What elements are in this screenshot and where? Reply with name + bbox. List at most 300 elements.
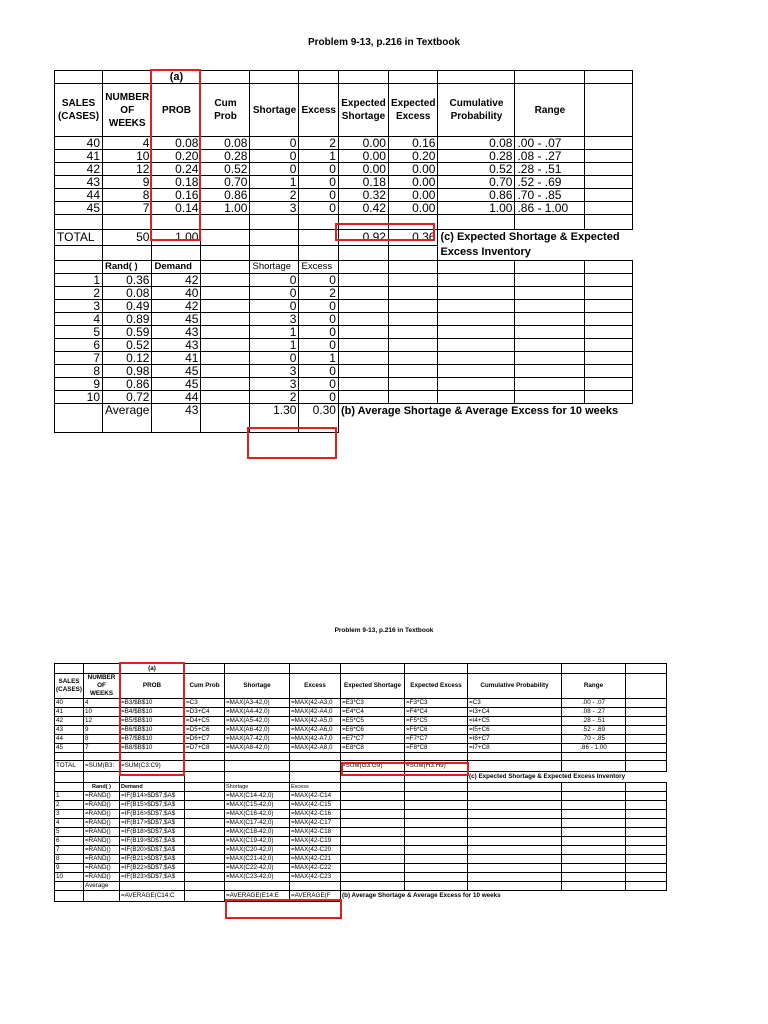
bottom-dist-cell: 41: [55, 708, 84, 717]
bottom-dist-cell: =F3*C3: [405, 699, 468, 708]
sim-row: [55, 352, 633, 365]
dist-cell: 0.00: [388, 202, 437, 215]
bottom-sim-cell: =MAX(C17-42,0): [225, 819, 290, 828]
bottom-sim-cell: =MAX(C16-42,0): [225, 810, 290, 819]
bottom-header-cumulative-probability: Cumulative Probability: [468, 674, 562, 699]
bottom-sim-cell: =IF(B17>$D$7,$A$: [120, 819, 185, 828]
average-demand: 43: [152, 404, 201, 433]
bottom-sim-header-excess: Excess: [290, 783, 341, 792]
bottom-sim-cell: =RAND(): [84, 792, 120, 801]
bottom-dist-cell: =MAX(42-A5,0: [290, 717, 341, 726]
bottom-sim-row: [55, 810, 667, 819]
bottom-sim-cell: =RAND(): [84, 846, 120, 855]
bottom-dist-cell: 44: [55, 735, 84, 744]
dist-cell: .52 - .69: [515, 176, 585, 189]
bottom-total-label: TOTAL: [55, 761, 84, 772]
dist-row: [55, 176, 633, 189]
dist-cell: 42: [55, 163, 103, 176]
sim-cell: 1: [250, 326, 299, 339]
bottom-sim-cell: =IF(B14>$D$7,$A$: [120, 792, 185, 801]
dist-cell: 0.00: [388, 163, 437, 176]
sim-cell: 0: [299, 274, 338, 287]
sim-cell: 45: [152, 365, 201, 378]
sim-cell: 0.86: [103, 378, 152, 391]
bottom-dist-cell: =D3+C4: [185, 708, 225, 717]
header-prob: PROB: [152, 84, 201, 137]
sim-row: [55, 365, 633, 378]
bottom-header-number-of-weeks: NUMBER OF WEEKS: [84, 674, 120, 699]
dist-cell: 0.52: [201, 163, 250, 176]
sim-cell: 1: [55, 274, 103, 287]
bottom-dist-cell: =I7+C8: [468, 744, 562, 753]
sim-cell: 0: [299, 391, 338, 404]
bottom-dist-cell: .08 - .27: [562, 708, 626, 717]
dist-cell: 12: [103, 163, 152, 176]
header-number-of-weeks: NUMBER OF WEEKS: [103, 84, 152, 137]
dist-cell: 45: [55, 202, 103, 215]
dist-cell: .00 - .07: [515, 137, 585, 150]
bottom-dist-row: [55, 717, 667, 726]
sim-cell: 0.12: [103, 352, 152, 365]
sim-row: [55, 339, 633, 352]
dist-cell: 8: [103, 189, 152, 202]
bottom-sim-cell: =RAND(): [84, 801, 120, 810]
bottom-dist-cell: 45: [55, 744, 84, 753]
bottom-sim-row: [55, 855, 667, 864]
bottom-sim-header-demand: Demand: [120, 783, 185, 792]
bottom-dist-row: [55, 744, 667, 753]
bottom-sim-cell: =MAX(C19-42,0): [225, 837, 290, 846]
sim-cell: 0.49: [103, 300, 152, 313]
bottom-sim-row: [55, 837, 667, 846]
dist-cell: 0.42: [338, 202, 388, 215]
sim-row: [55, 287, 633, 300]
bottom-dist-cell: .52 - .69: [562, 726, 626, 735]
bottom-sim-cell: =IF(B16>$D$7,$A$: [120, 810, 185, 819]
bottom-dist-cell: =F7*C7: [405, 735, 468, 744]
sim-cell: 40: [152, 287, 201, 300]
sim-cell: 6: [55, 339, 103, 352]
bottom-title: Problem 9-13, p.216 in Textbook: [334, 627, 434, 634]
dist-cell: 0.00: [338, 150, 388, 163]
bottom-dist-cell: =MAX(A3-42,0): [225, 699, 290, 708]
bottom-dist-cell: =D7+C8: [185, 744, 225, 753]
sim-row: [55, 326, 633, 339]
bottom-dist-cell: =D6+C7: [185, 735, 225, 744]
bottom-sim-cell: =MAX(C22-42,0): [225, 864, 290, 873]
sim-cell: 41: [152, 352, 201, 365]
bottom-sim-cell: =RAND(): [84, 837, 120, 846]
bottom-sim-cell: =IF(B20>$D$7,$A$: [120, 846, 185, 855]
dist-cell: 0: [250, 163, 299, 176]
bottom-sim-cell: =MAX(42-C19: [290, 837, 341, 846]
sim-row: [55, 274, 633, 287]
bottom-dist-cell: =I6+C7: [468, 735, 562, 744]
sim-cell: 3: [250, 378, 299, 391]
bottom-dist-cell: =I4+C5: [468, 717, 562, 726]
bottom-sim-cell: =MAX(C18-42,0): [225, 828, 290, 837]
total-prob: 1.00: [152, 230, 201, 246]
average-shortage: 1.30: [250, 404, 299, 433]
dist-cell: 0.16: [388, 137, 437, 150]
bottom-dist-cell: =F8*C8: [405, 744, 468, 753]
dist-row: [55, 150, 633, 163]
bottom-average-demand: =AVERAGE(C14:C: [120, 891, 185, 902]
dist-cell: 0.18: [152, 176, 201, 189]
dist-cell: 0: [299, 189, 338, 202]
bottom-dist-row: [55, 726, 667, 735]
bottom-sim-cell: 10: [55, 873, 84, 882]
dist-cell: 0: [250, 150, 299, 163]
dist-cell: 0.86: [438, 189, 515, 202]
average-excess: 0.30: [299, 404, 338, 433]
bottom-dist-cell: =F5*C5: [405, 717, 468, 726]
bottom-sim-cell: 6: [55, 837, 84, 846]
bottom-sim-cell: =IF(B22>$D$7,$A$: [120, 864, 185, 873]
bottom-sim-cell: =MAX(42-C15: [290, 801, 341, 810]
bottom-header-excess: Excess: [290, 674, 341, 699]
bottom-sim-cell: =MAX(C20-42,0): [225, 846, 290, 855]
dist-cell: 0.32: [338, 189, 388, 202]
dist-cell: 4: [103, 137, 152, 150]
dist-cell: 0.00: [388, 189, 437, 202]
bottom-highlight-average: [225, 899, 342, 919]
bottom-dist-cell: 42: [55, 717, 84, 726]
dist-cell: 0.18: [338, 176, 388, 189]
bottom-dist-cell: .00 - .07: [562, 699, 626, 708]
bottom-sim-cell: =IF(B19>$D$7,$A$: [120, 837, 185, 846]
bottom-dist-cell: 7: [84, 744, 120, 753]
sim-cell: 0.89: [103, 313, 152, 326]
bottom-sim-cell: 5: [55, 828, 84, 837]
sim-cell: 0.72: [103, 391, 152, 404]
bottom-dist-cell: =MAX(A6-42,0): [225, 726, 290, 735]
dist-cell: 0.00: [338, 137, 388, 150]
bottom-header-shortage: Shortage: [225, 674, 290, 699]
bottom-dist-cell: =D4+C5: [185, 717, 225, 726]
sim-cell: 8: [55, 365, 103, 378]
bottom-sim-cell: =MAX(42-C18: [290, 828, 341, 837]
bottom-sim-cell: 7: [55, 846, 84, 855]
bottom-sim-cell: 1: [55, 792, 84, 801]
sim-cell: 0: [299, 365, 338, 378]
dist-cell: 9: [103, 176, 152, 189]
sim-cell: 45: [152, 313, 201, 326]
bottom-dist-cell: 8: [84, 735, 120, 744]
dist-cell: 0: [299, 202, 338, 215]
sim-cell: 0: [299, 378, 338, 391]
sim-cell: 0.59: [103, 326, 152, 339]
bottom-header-expected-excess: Expected Excess: [405, 674, 468, 699]
dist-cell: 1.00: [438, 202, 515, 215]
dist-row: [55, 189, 633, 202]
part-a-marker: (a): [152, 71, 201, 84]
bottom-dist-cell: =MAX(42-A8,0: [290, 744, 341, 753]
bottom-sim-cell: =IF(B21>$D$7,$A$: [120, 855, 185, 864]
bottom-sim-cell: 2: [55, 801, 84, 810]
bottom-dist-cell: =B6/$B$10: [120, 726, 185, 735]
bottom-dist-cell: =MAX(42-A3,0: [290, 699, 341, 708]
dist-cell: .28 - .51: [515, 163, 585, 176]
bottom-dist-cell: =MAX(A8-42,0): [225, 744, 290, 753]
sim-cell: 1: [250, 339, 299, 352]
bottom-dist-cell: 40: [55, 699, 84, 708]
dist-cell: 0.16: [152, 189, 201, 202]
bottom-sim-cell: =MAX(42-C17: [290, 819, 341, 828]
header-expected-excess: Expected Excess: [388, 84, 437, 137]
sim-row: [55, 378, 633, 391]
dist-cell: 0.00: [338, 163, 388, 176]
bottom-dist-cell: =MAX(42-A7,0: [290, 735, 341, 744]
bottom-sim-row: [55, 873, 667, 882]
bottom-dist-cell: =F4*C4: [405, 708, 468, 717]
sim-cell: 7: [55, 352, 103, 365]
bottom-sim-cell: =MAX(C21-42,0): [225, 855, 290, 864]
bottom-part-a-marker: (a): [120, 664, 185, 674]
dist-cell: 0.86: [201, 189, 250, 202]
bottom-dist-cell: =C3: [185, 699, 225, 708]
header-shortage: Shortage: [250, 84, 299, 137]
bottom-sim-header-rand: Rand( ): [84, 783, 120, 792]
bottom-total-prob: =SUM(C3:C9): [120, 761, 185, 772]
bottom-dist-cell: =E5*C5: [341, 717, 405, 726]
bottom-dist-cell: =B5/$B$10: [120, 717, 185, 726]
bottom-dist-row: [55, 708, 667, 717]
dist-cell: 1.00: [201, 202, 250, 215]
bottom-header-prob: PROB: [120, 674, 185, 699]
sim-cell: 0: [250, 274, 299, 287]
bottom-dist-cell: =F6*C6: [405, 726, 468, 735]
sim-cell: 43: [152, 326, 201, 339]
dist-row: [55, 137, 633, 150]
bottom-sim-cell: =IF(B23>$D$7,$A$: [120, 873, 185, 882]
dist-cell: 0.70: [438, 176, 515, 189]
sim-row: [55, 300, 633, 313]
dist-cell: 0.28: [201, 150, 250, 163]
dist-cell: 0.70: [201, 176, 250, 189]
dist-cell: 0: [250, 137, 299, 150]
bottom-dist-cell: =MAX(A4-42,0): [225, 708, 290, 717]
sim-header-rand: Rand( ): [103, 261, 152, 274]
dist-cell: 41: [55, 150, 103, 163]
bottom-dist-cell: 10: [84, 708, 120, 717]
dist-cell: 43: [55, 176, 103, 189]
bottom-total-weeks: =SUM(B3:: [84, 761, 120, 772]
bottom-dist-cell: .28 - .51: [562, 717, 626, 726]
dist-cell: 0.20: [152, 150, 201, 163]
sim-cell: 0: [299, 300, 338, 313]
bottom-sim-cell: =MAX(42-C16: [290, 810, 341, 819]
sim-row: [55, 313, 633, 326]
sim-cell: 3: [250, 365, 299, 378]
note-c: (c) Expected Shortage & Expected Excess Inventory: [440, 231, 620, 258]
bottom-sim-row: [55, 792, 667, 801]
dist-cell: .86 - 1.00: [515, 202, 585, 215]
bottom-total-expected-excess: =SUM(H3:H9): [405, 761, 468, 772]
sim-cell: 43: [152, 339, 201, 352]
bottom-dist-cell: =I3+C4: [468, 708, 562, 717]
dist-row: [55, 202, 633, 215]
bottom-dist-cell: 4: [84, 699, 120, 708]
dist-cell: 0.00: [388, 176, 437, 189]
dist-cell: 0.08: [201, 137, 250, 150]
dist-cell: 44: [55, 189, 103, 202]
dist-row: [55, 163, 633, 176]
bottom-total-expected-shortage: =SUM(G3:G9): [341, 761, 405, 772]
dist-cell: 0.08: [438, 137, 515, 150]
sim-cell: 44: [152, 391, 201, 404]
note-b: (b) Average Shortage & Average Excess for 10 weeks: [340, 405, 619, 417]
bottom-note-c: (c) Expected Shortage & Expected Excess Inventory: [469, 773, 626, 780]
bottom-dist-cell: =MAX(42-A4,0: [290, 708, 341, 717]
bottom-dist-cell: =E3*C3: [341, 699, 405, 708]
sim-row: [55, 391, 633, 404]
sim-cell: 42: [152, 300, 201, 313]
bottom-sim-cell: =RAND(): [84, 855, 120, 864]
sim-cell: 2: [299, 287, 338, 300]
sim-cell: 9: [55, 378, 103, 391]
sim-cell: 0.08: [103, 287, 152, 300]
bottom-sim-cell: =MAX(C14-42,0): [225, 792, 290, 801]
bottom-dist-row: [55, 699, 667, 708]
bottom-dist-cell: =MAX(42-A6,0: [290, 726, 341, 735]
sim-cell: 0.98: [103, 365, 152, 378]
bottom-dist-cell: 12: [84, 717, 120, 726]
dist-cell: 3: [250, 202, 299, 215]
bottom-dist-cell: =C3: [468, 699, 562, 708]
sim-cell: 3: [55, 300, 103, 313]
bottom-dist-cell: 43: [55, 726, 84, 735]
bottom-dist-cell: =MAX(A7-42,0): [225, 735, 290, 744]
average-label: Average: [103, 404, 152, 433]
dist-cell: 0: [299, 163, 338, 176]
bottom-sim-cell: 8: [55, 855, 84, 864]
sim-cell: 42: [152, 274, 201, 287]
bottom-sim-cell: =MAX(42-C20: [290, 846, 341, 855]
bottom-dist-cell: =B8/$B$10: [120, 744, 185, 753]
dist-cell: 0: [299, 176, 338, 189]
dist-cell: 2: [250, 189, 299, 202]
sim-cell: 0.52: [103, 339, 152, 352]
sim-cell: 1: [299, 352, 338, 365]
sim-header-shortage: Shortage: [250, 261, 299, 274]
dist-cell: 1: [250, 176, 299, 189]
sim-cell: 4: [55, 313, 103, 326]
dist-cell: 0.08: [152, 137, 201, 150]
bottom-sim-cell: =MAX(42-C21: [290, 855, 341, 864]
bottom-header-cum-prob: Cum Prob: [185, 674, 225, 699]
bottom-average-excess: =AVERAGE(F: [290, 891, 341, 902]
bottom-header-range: Range: [562, 674, 626, 699]
bottom-sim-cell: =IF(B18>$D$7,$A$: [120, 828, 185, 837]
bottom-sim-cell: 3: [55, 810, 84, 819]
bottom-dist-cell: =I5+C6: [468, 726, 562, 735]
bottom-sim-cell: =MAX(C15-42,0): [225, 801, 290, 810]
bottom-dist-cell: =E8*C8: [341, 744, 405, 753]
sim-cell: 0: [299, 339, 338, 352]
header-range: Range: [515, 84, 585, 137]
bottom-sim-row: [55, 819, 667, 828]
bottom-header-expected-shortage: Expected Shortage: [341, 674, 405, 699]
sim-header-demand: Demand: [152, 261, 201, 274]
bottom-sim-cell: =RAND(): [84, 828, 120, 837]
bottom-dist-cell: .86 - 1.00: [562, 744, 626, 753]
dist-cell: .08 - .27: [515, 150, 585, 163]
bottom-sim-cell: =RAND(): [84, 819, 120, 828]
sim-header-excess: Excess: [299, 261, 338, 274]
bottom-dist-cell: =E6*C6: [341, 726, 405, 735]
sim-cell: 2: [250, 391, 299, 404]
dist-cell: 2: [299, 137, 338, 150]
bottom-average-shortage: =AVERAGE(E14:E: [225, 891, 290, 902]
bottom-sim-row: [55, 864, 667, 873]
total-weeks: 50: [103, 230, 152, 246]
bottom-average-label: Average: [84, 882, 120, 891]
dist-cell: 10: [103, 150, 152, 163]
dist-cell: 1: [299, 150, 338, 163]
top-title: Problem 9-13, p.216 in Textbook: [307, 37, 461, 48]
bottom-sim-cell: =MAX(42-C14: [290, 792, 341, 801]
bottom-sim-cell: =IF(B15>$D$7,$A$: [120, 801, 185, 810]
dist-cell: 0.28: [438, 150, 515, 163]
dist-cell: .70 - .85: [515, 189, 585, 202]
bottom-sim-row: [55, 846, 667, 855]
header-expected-shortage: Expected Shortage: [338, 84, 388, 137]
bottom-dist-cell: 9: [84, 726, 120, 735]
dist-cell: 0.14: [152, 202, 201, 215]
dist-cell: 0.24: [152, 163, 201, 176]
bottom-sim-cell: 9: [55, 864, 84, 873]
total-label: TOTAL: [55, 230, 103, 246]
sim-cell: 0: [250, 352, 299, 365]
bottom-sim-cell: 4: [55, 819, 84, 828]
bottom-sim-cell: =MAX(42-C22: [290, 864, 341, 873]
sim-cell: 45: [152, 378, 201, 391]
dist-cell: 40: [55, 137, 103, 150]
bottom-header-sales: SALES (CASES): [55, 674, 84, 699]
bottom-sim-row: [55, 801, 667, 810]
bottom-dist-cell: =B4/$B$10: [120, 708, 185, 717]
bottom-dist-row: [55, 735, 667, 744]
total-expected-shortage: 0.92: [338, 230, 388, 246]
dist-cell: 7: [103, 202, 152, 215]
bottom-note-b: (b) Average Shortage & Average Excess for 10 weeks: [342, 892, 501, 900]
sim-cell: 10: [55, 391, 103, 404]
sim-cell: 0: [299, 313, 338, 326]
bottom-dist-cell: =E7*C7: [341, 735, 405, 744]
dist-cell: 0.52: [438, 163, 515, 176]
sim-cell: 0: [299, 326, 338, 339]
header-cumulative-probability: Cumulative Probability: [438, 84, 515, 137]
bottom-dist-cell: =D5+C6: [185, 726, 225, 735]
bottom-dist-cell: =B3/$B$10: [120, 699, 185, 708]
total-expected-excess: 0.36: [388, 230, 437, 246]
sim-cell: 5: [55, 326, 103, 339]
bottom-dist-cell: =B7/$B$10: [120, 735, 185, 744]
bottom-sim-cell: =RAND(): [84, 864, 120, 873]
top-spreadsheet: [54, 70, 633, 433]
bottom-sim-cell: =MAX(42-C23: [290, 873, 341, 882]
bottom-spreadsheet-formulas: [54, 663, 667, 902]
bottom-sim-cell: =MAX(C23-42,0): [225, 873, 290, 882]
header-sales: SALES (CASES): [55, 84, 103, 137]
sim-cell: 0: [250, 300, 299, 313]
bottom-dist-cell: .70 - .85: [562, 735, 626, 744]
bottom-sim-cell: =RAND(): [84, 810, 120, 819]
bottom-dist-cell: =MAX(A5-42,0): [225, 717, 290, 726]
header-excess: Excess: [299, 84, 338, 137]
sim-cell: 3: [250, 313, 299, 326]
